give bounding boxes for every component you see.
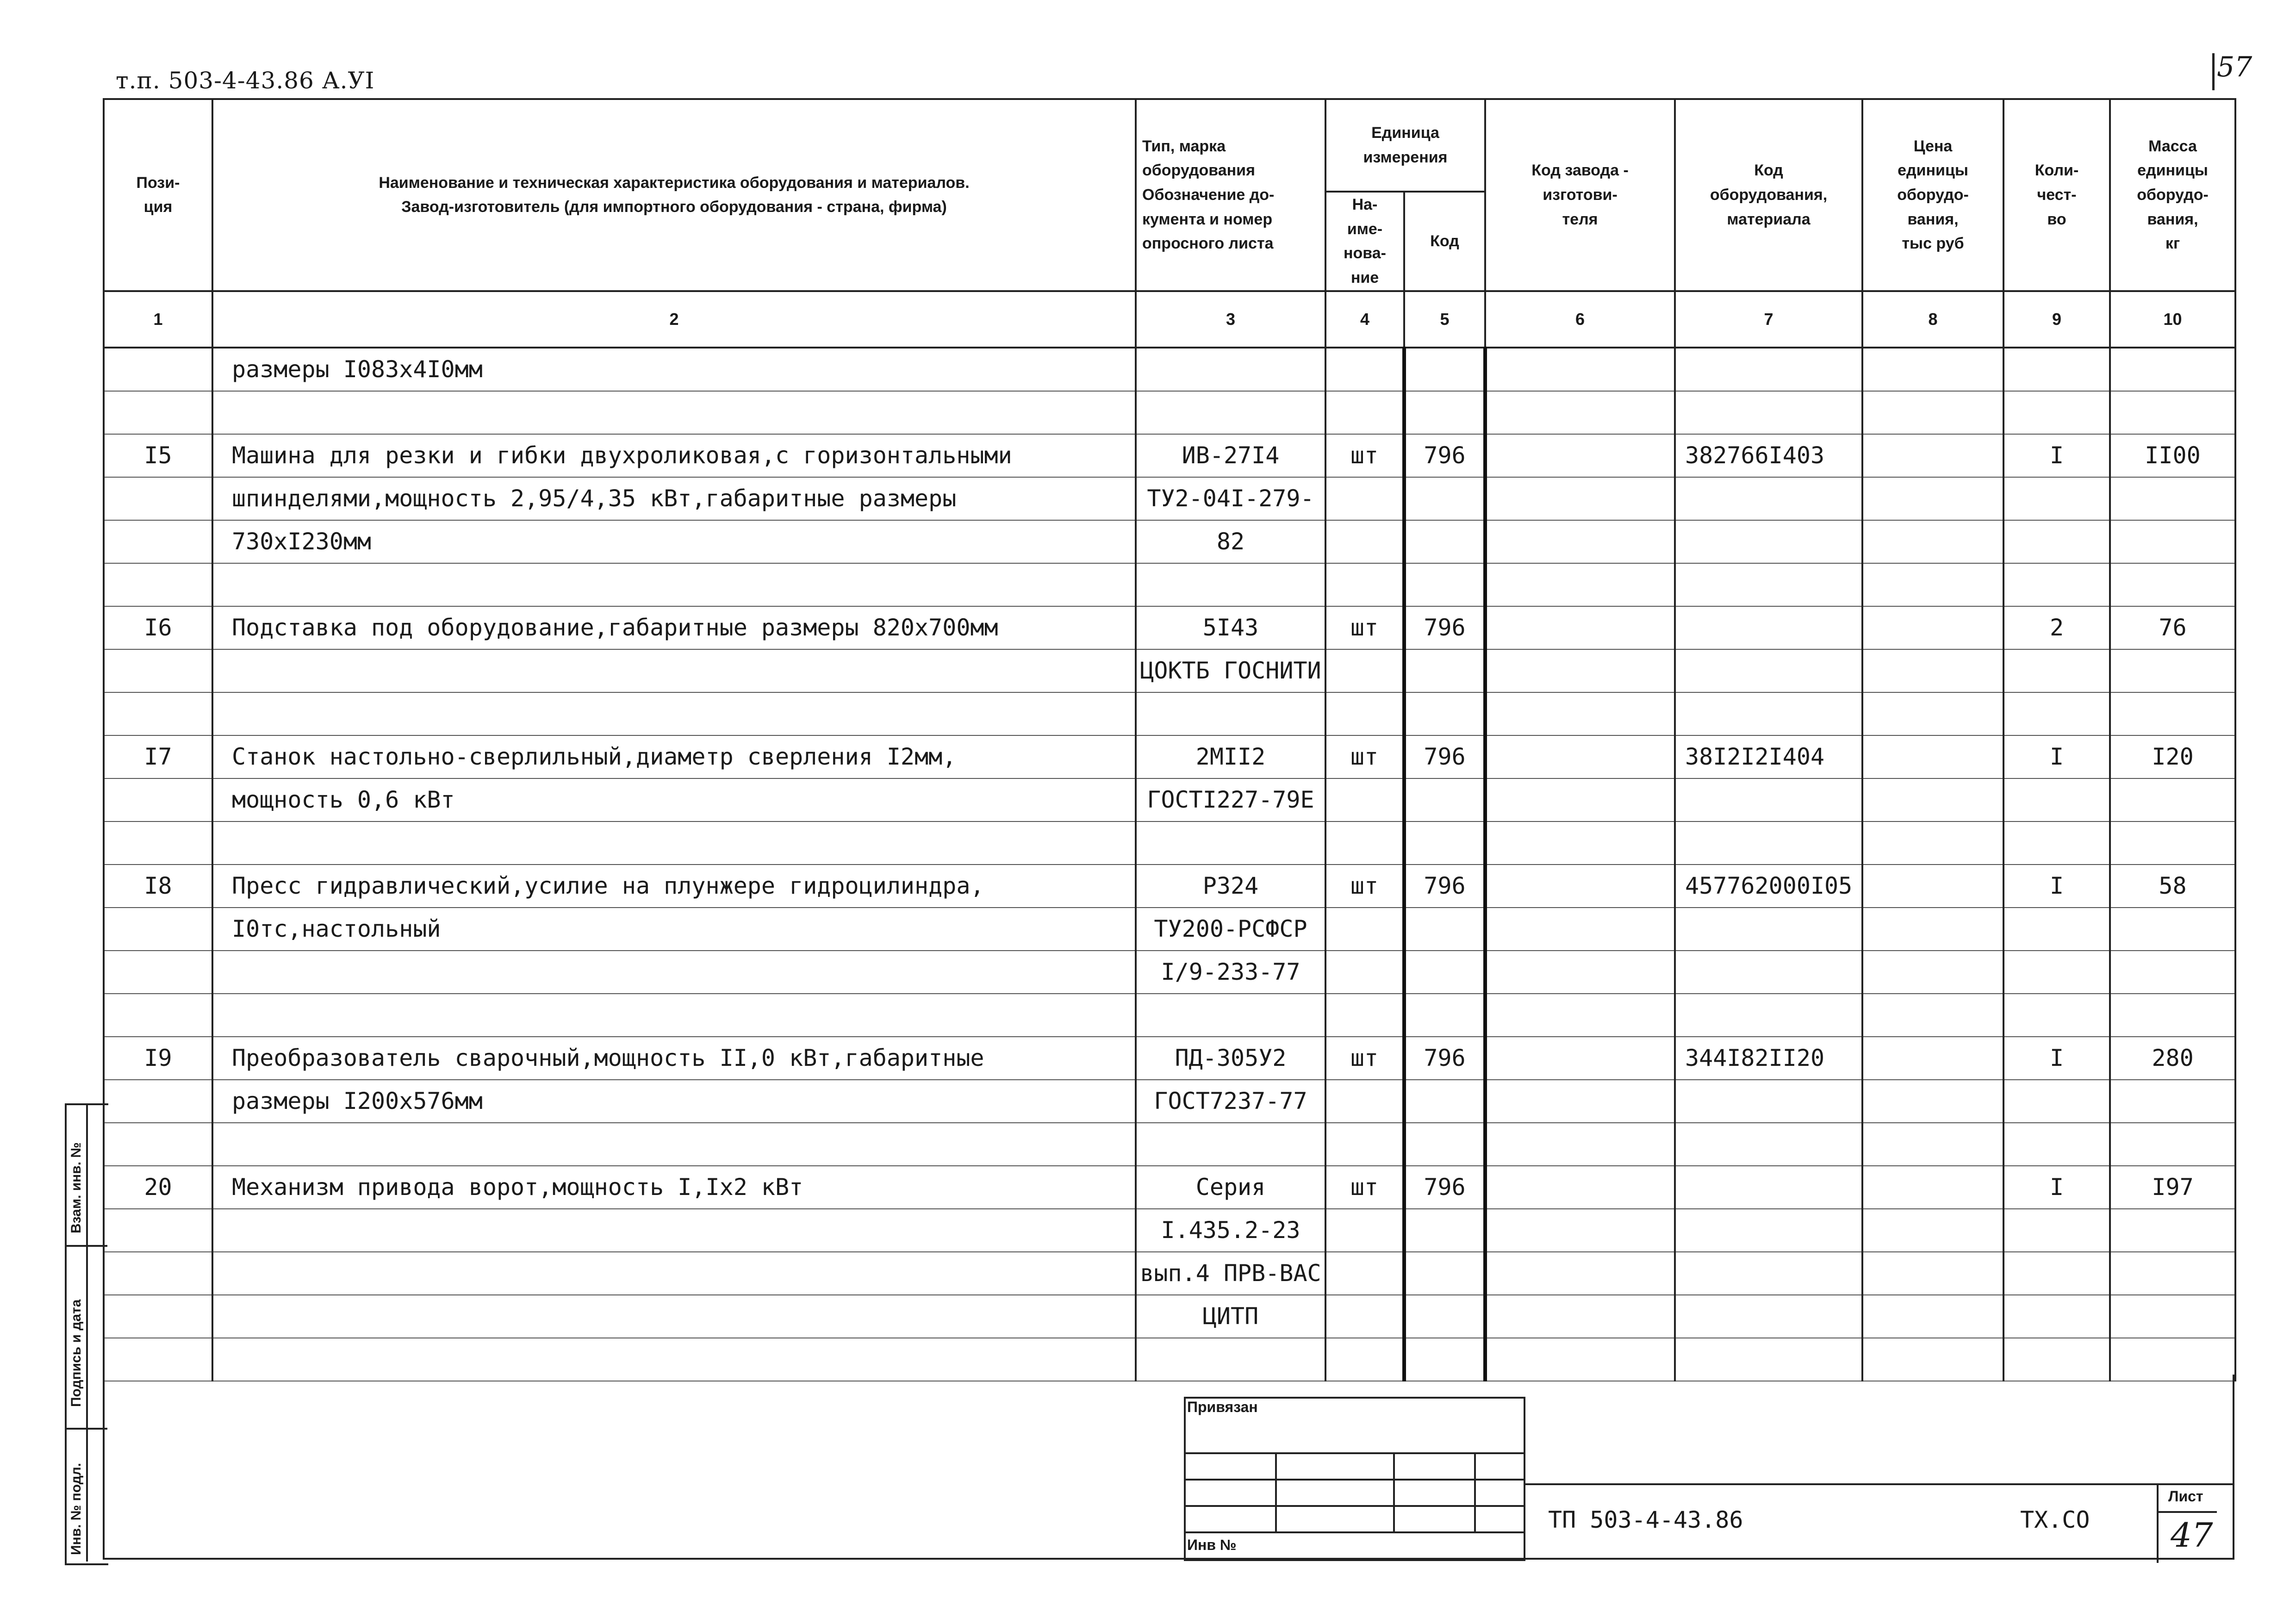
row-quantity	[2004, 1295, 2110, 1338]
table-row	[104, 1037, 2235, 1080]
row-name: 730хI230мм	[212, 520, 1136, 563]
table-row	[104, 348, 2235, 391]
row-unit-name	[1325, 1295, 1404, 1338]
row-type: I/9-233-77	[1136, 951, 1325, 994]
sheet-label: Лист	[2168, 1488, 2203, 1505]
row-position	[104, 692, 212, 735]
row-factory-code	[1485, 1080, 1675, 1123]
row-factory-code	[1485, 1252, 1675, 1295]
row-unit-name	[1325, 692, 1404, 735]
table-row	[104, 563, 2235, 606]
row-unit-code	[1404, 477, 1485, 520]
row-price	[1862, 348, 2004, 391]
column-number: 4	[1325, 291, 1404, 348]
col-header-mass: Масса единицы оборудо- вания, кг	[2110, 99, 2235, 291]
row-type: ТУ2-04I-279-	[1136, 477, 1325, 520]
row-quantity	[2004, 348, 2110, 391]
row-equipment-code	[1675, 1252, 1862, 1295]
row-type: 82	[1136, 520, 1325, 563]
row-unit-code: 796	[1404, 1166, 1485, 1209]
table-row	[104, 649, 2235, 692]
row-name	[212, 692, 1136, 735]
row-position: I5	[104, 434, 212, 477]
row-unit-name	[1325, 951, 1404, 994]
col-header-type: Тип, марка оборудования Обозначение до- кумента и номер опросного листа	[1136, 99, 1325, 291]
row-name	[212, 649, 1136, 692]
row-factory-code	[1485, 778, 1675, 821]
col-header-position: Пози- ция	[104, 99, 212, 291]
row-position	[104, 520, 212, 563]
row-quantity	[2004, 520, 2110, 563]
row-mass	[2110, 520, 2235, 563]
row-name	[212, 951, 1136, 994]
row-mass	[2110, 994, 2235, 1037]
row-name: Подставка под оборудование,габаритные размеры 820х700мм	[212, 606, 1136, 649]
row-quantity	[2004, 951, 2110, 994]
table-row	[104, 735, 2235, 778]
row-factory-code	[1485, 1166, 1675, 1209]
row-price	[1862, 1037, 2004, 1080]
row-unit-code	[1404, 563, 1485, 606]
row-factory-code	[1485, 908, 1675, 951]
table-row	[104, 994, 2235, 1037]
title-section-code: ТХ.СО	[2020, 1506, 2090, 1533]
row-quantity	[2004, 778, 2110, 821]
row-unit-name	[1325, 1123, 1404, 1166]
row-type: Р324	[1136, 865, 1325, 908]
table-row	[104, 391, 2235, 434]
row-name: Станок настольно-сверлильный,диаметр сверления I2мм,	[212, 735, 1136, 778]
row-factory-code	[1485, 1209, 1675, 1252]
row-mass: I20	[2110, 735, 2235, 778]
column-number-row	[104, 291, 2235, 348]
table-row	[104, 606, 2235, 649]
row-unit-code	[1404, 821, 1485, 865]
row-quantity	[2004, 821, 2110, 865]
row-unit-name	[1325, 391, 1404, 434]
table-row	[104, 434, 2235, 477]
col-header-unit-name: На- име- нова- ние	[1325, 192, 1404, 291]
row-price	[1862, 821, 2004, 865]
row-quantity	[2004, 1080, 2110, 1123]
row-unit-name: шт	[1325, 1037, 1404, 1080]
row-unit-code	[1404, 908, 1485, 951]
row-quantity: I	[2004, 434, 2110, 477]
row-factory-code	[1485, 649, 1675, 692]
row-equipment-code	[1675, 1080, 1862, 1123]
row-factory-code	[1485, 735, 1675, 778]
table-row	[104, 778, 2235, 821]
row-factory-code	[1485, 348, 1675, 391]
row-equipment-code: 344I82II20	[1675, 1037, 1862, 1080]
row-position: I9	[104, 1037, 212, 1080]
row-position	[104, 649, 212, 692]
row-mass: I97	[2110, 1166, 2235, 1209]
row-mass	[2110, 951, 2235, 994]
stamp-line	[1393, 1452, 1395, 1531]
row-type	[1136, 391, 1325, 434]
table-row	[104, 1295, 2235, 1338]
title-block-line	[1525, 1483, 2234, 1485]
column-number: 5	[1404, 291, 1485, 348]
row-factory-code	[1485, 821, 1675, 865]
row-factory-code	[1485, 1295, 1675, 1338]
row-factory-code	[1485, 692, 1675, 735]
row-unit-name: шт	[1325, 865, 1404, 908]
strip-label-inv-replace: Взам. инв. №	[68, 1142, 84, 1233]
row-mass	[2110, 1295, 2235, 1338]
row-factory-code	[1485, 434, 1675, 477]
row-unit-name: шт	[1325, 1166, 1404, 1209]
row-quantity	[2004, 477, 2110, 520]
row-unit-code: 796	[1404, 735, 1485, 778]
row-mass	[2110, 692, 2235, 735]
row-price	[1862, 778, 2004, 821]
column-number: 10	[2110, 291, 2235, 348]
row-quantity	[2004, 1252, 2110, 1295]
row-unit-code: 796	[1404, 434, 1485, 477]
row-unit-code	[1404, 1123, 1485, 1166]
row-equipment-code	[1675, 994, 1862, 1037]
row-name: I0тс,настольный	[212, 908, 1136, 951]
row-unit-name	[1325, 1080, 1404, 1123]
row-position	[104, 1209, 212, 1252]
row-equipment-code	[1675, 1209, 1862, 1252]
row-factory-code	[1485, 477, 1675, 520]
row-mass: 280	[2110, 1037, 2235, 1080]
row-type: ЦИТП	[1136, 1295, 1325, 1338]
row-name: мощность 0,6 кВт	[212, 778, 1136, 821]
row-unit-code	[1404, 348, 1485, 391]
document-code-header: т.п. 503-4-43.86 А.УI	[116, 67, 375, 94]
row-factory-code	[1485, 391, 1675, 434]
row-name: Пресс гидравлический,усилие на плунжере гидроцилиндра,	[212, 865, 1136, 908]
row-name	[212, 1209, 1136, 1252]
row-quantity: 2	[2004, 606, 2110, 649]
row-mass	[2110, 649, 2235, 692]
row-unit-code	[1404, 649, 1485, 692]
row-mass	[2110, 821, 2235, 865]
col-header-equipment-code: Код оборудования, материала	[1675, 99, 1862, 291]
row-type: ГОСТ7237-77	[1136, 1080, 1325, 1123]
row-unit-name: шт	[1325, 434, 1404, 477]
row-name: Машина для резки и гибки двухроликовая,с горизонтальными	[212, 434, 1136, 477]
column-number: 2	[212, 291, 1136, 348]
row-type: ТУ200-РСФСР	[1136, 908, 1325, 951]
row-unit-code	[1404, 1295, 1485, 1338]
row-position	[104, 477, 212, 520]
table-row	[104, 908, 2235, 951]
table-row	[104, 1252, 2235, 1295]
stamp-line	[1184, 1531, 1525, 1533]
row-factory-code	[1485, 994, 1675, 1037]
row-type	[1136, 348, 1325, 391]
row-mass	[2110, 908, 2235, 951]
row-quantity	[2004, 391, 2110, 434]
col-header-factory-code: Код завода - изготови- теля	[1485, 99, 1675, 291]
row-type	[1136, 821, 1325, 865]
row-unit-name	[1325, 821, 1404, 865]
col-header-unit-code: Код	[1404, 192, 1485, 291]
row-unit-name	[1325, 778, 1404, 821]
row-equipment-code: 457762000I05	[1675, 865, 1862, 908]
column-number: 6	[1485, 291, 1675, 348]
stamp-inv-label: Инв №	[1187, 1537, 1237, 1553]
row-equipment-code	[1675, 348, 1862, 391]
row-position	[104, 1252, 212, 1295]
row-unit-name	[1325, 520, 1404, 563]
strip-separator	[65, 1245, 107, 1247]
row-unit-name	[1325, 649, 1404, 692]
row-name	[212, 1295, 1136, 1338]
row-name	[212, 1252, 1136, 1295]
row-quantity	[2004, 692, 2110, 735]
row-quantity	[2004, 563, 2110, 606]
stamp-bound-label: Привязан	[1187, 1399, 1258, 1415]
row-equipment-code	[1675, 1123, 1862, 1166]
row-unit-code: 796	[1404, 865, 1485, 908]
table-row	[104, 1123, 2235, 1166]
row-position	[104, 908, 212, 951]
row-unit-code	[1404, 391, 1485, 434]
row-price	[1862, 692, 2004, 735]
row-unit-name	[1325, 908, 1404, 951]
row-type	[1136, 994, 1325, 1037]
row-equipment-code	[1675, 1295, 1862, 1338]
row-mass	[2110, 1080, 2235, 1123]
table-row	[104, 520, 2235, 563]
row-position	[104, 348, 212, 391]
row-quantity: I	[2004, 735, 2110, 778]
row-equipment-code	[1675, 391, 1862, 434]
row-quantity: I	[2004, 1166, 2110, 1209]
row-type: Серия	[1136, 1166, 1325, 1209]
row-quantity	[2004, 1123, 2110, 1166]
row-price	[1862, 908, 2004, 951]
row-equipment-code	[1675, 520, 1862, 563]
row-position	[104, 563, 212, 606]
row-price	[1862, 865, 2004, 908]
strip-label-sign-date: Подпись и дата	[68, 1299, 84, 1407]
row-unit-name	[1325, 563, 1404, 606]
row-position	[104, 821, 212, 865]
row-price	[1862, 649, 2004, 692]
column-number: 8	[1862, 291, 2004, 348]
row-position	[104, 951, 212, 994]
row-price	[1862, 735, 2004, 778]
row-price	[1862, 1295, 2004, 1338]
row-name	[212, 563, 1136, 606]
table-row	[104, 951, 2235, 994]
row-equipment-code	[1675, 951, 1862, 994]
row-unit-name	[1325, 994, 1404, 1037]
strip-separator	[65, 1428, 107, 1430]
row-position	[104, 994, 212, 1037]
row-mass	[2110, 348, 2235, 391]
row-unit-code	[1404, 1080, 1485, 1123]
row-name	[212, 821, 1136, 865]
row-factory-code	[1485, 606, 1675, 649]
bottom-frame	[103, 1375, 2234, 1560]
row-name: Механизм привода ворот,мощность I,Iх2 кВт	[212, 1166, 1136, 1209]
row-type	[1136, 692, 1325, 735]
table-row	[104, 477, 2235, 520]
page-number: 57	[2217, 51, 2252, 83]
row-position: I6	[104, 606, 212, 649]
row-unit-code	[1404, 1252, 1485, 1295]
row-price	[1862, 1252, 2004, 1295]
row-type	[1136, 563, 1325, 606]
row-type: ГОСТI227-79Е	[1136, 778, 1325, 821]
row-unit-name	[1325, 477, 1404, 520]
row-factory-code	[1485, 520, 1675, 563]
row-mass	[2110, 477, 2235, 520]
row-price	[1862, 477, 2004, 520]
row-type: ПД-305У2	[1136, 1037, 1325, 1080]
strip-divider	[86, 1103, 88, 1562]
equipment-spec-table	[103, 98, 2236, 1381]
row-mass: 58	[2110, 865, 2235, 908]
row-equipment-code	[1675, 821, 1862, 865]
sheet-box-line	[2157, 1511, 2217, 1513]
strip-label-inv-orig: Инв. № подл.	[68, 1462, 84, 1555]
sheet-number: 47	[2171, 1516, 2213, 1555]
row-name	[212, 391, 1136, 434]
row-price	[1862, 606, 2004, 649]
row-unit-code	[1404, 520, 1485, 563]
row-mass	[2110, 1123, 2235, 1166]
row-equipment-code	[1675, 477, 1862, 520]
row-quantity	[2004, 994, 2110, 1037]
row-quantity	[2004, 649, 2110, 692]
column-number: 9	[2004, 291, 2110, 348]
row-factory-code	[1485, 865, 1675, 908]
row-unit-name	[1325, 1252, 1404, 1295]
row-type: I.435.2-23	[1136, 1209, 1325, 1252]
row-name: шпинделями,мощность 2,95/4,35 кВт,габаритные размеры	[212, 477, 1136, 520]
row-position: I7	[104, 735, 212, 778]
row-price	[1862, 951, 2004, 994]
column-number: 1	[104, 291, 212, 348]
title-project-code: ТП 503-4-43.86	[1548, 1506, 1743, 1533]
row-price	[1862, 1123, 2004, 1166]
row-factory-code	[1485, 951, 1675, 994]
row-unit-code	[1404, 778, 1485, 821]
row-quantity: I	[2004, 865, 2110, 908]
row-type	[1136, 1123, 1325, 1166]
row-unit-code	[1404, 994, 1485, 1037]
table-row	[104, 1209, 2235, 1252]
row-unit-code: 796	[1404, 606, 1485, 649]
row-quantity	[2004, 908, 2110, 951]
row-equipment-code	[1675, 692, 1862, 735]
row-factory-code	[1485, 1123, 1675, 1166]
row-position	[104, 1123, 212, 1166]
row-equipment-code: 382766I403	[1675, 434, 1862, 477]
row-position	[104, 391, 212, 434]
row-type: ЦОКТБ ГОСНИТИ	[1136, 649, 1325, 692]
row-price	[1862, 520, 2004, 563]
row-equipment-code	[1675, 908, 1862, 951]
row-factory-code	[1485, 1037, 1675, 1080]
row-unit-name: шт	[1325, 606, 1404, 649]
row-type: вып.4 ПРВ-ВАС	[1136, 1252, 1325, 1295]
row-quantity	[2004, 1209, 2110, 1252]
row-position: 20	[104, 1166, 212, 1209]
row-type: ИВ-27I4	[1136, 434, 1325, 477]
row-position	[104, 1295, 212, 1338]
table-row	[104, 1080, 2235, 1123]
row-price	[1862, 1080, 2004, 1123]
row-type: 5I43	[1136, 606, 1325, 649]
row-equipment-code	[1675, 778, 1862, 821]
row-unit-name: шт	[1325, 735, 1404, 778]
row-position: I8	[104, 865, 212, 908]
row-quantity: I	[2004, 1037, 2110, 1080]
row-name: Преобразователь сварочный,мощность II,0 кВт,габаритные	[212, 1037, 1136, 1080]
row-mass	[2110, 391, 2235, 434]
row-equipment-code	[1675, 606, 1862, 649]
row-name: размеры I083х4I0мм	[212, 348, 1136, 391]
row-position	[104, 1080, 212, 1123]
row-unit-code	[1404, 1209, 1485, 1252]
row-equipment-code: 38I2I2I404	[1675, 735, 1862, 778]
row-price	[1862, 994, 2004, 1037]
row-equipment-code	[1675, 1166, 1862, 1209]
column-number: 7	[1675, 291, 1862, 348]
row-unit-code	[1404, 692, 1485, 735]
row-unit-code	[1404, 951, 1485, 994]
table-row	[104, 692, 2235, 735]
row-equipment-code	[1675, 649, 1862, 692]
row-mass	[2110, 1252, 2235, 1295]
page-number-bar	[2212, 53, 2215, 90]
row-mass	[2110, 1209, 2235, 1252]
row-unit-name	[1325, 1209, 1404, 1252]
stamp-line	[1275, 1452, 1277, 1531]
row-mass: 76	[2110, 606, 2235, 649]
row-position	[104, 778, 212, 821]
table-row	[104, 865, 2235, 908]
row-price	[1862, 563, 2004, 606]
col-header-price: Цена единицы оборудо- вания, тыс руб	[1862, 99, 2004, 291]
row-name: размеры I200х576мм	[212, 1080, 1136, 1123]
row-price	[1862, 1209, 2004, 1252]
row-name	[212, 994, 1136, 1037]
col-header-quantity: Коли- чест- во	[2004, 99, 2110, 291]
row-factory-code	[1485, 563, 1675, 606]
row-price	[1862, 434, 2004, 477]
row-mass	[2110, 778, 2235, 821]
row-mass	[2110, 563, 2235, 606]
table-row	[104, 1166, 2235, 1209]
row-mass: II00	[2110, 434, 2235, 477]
stamp-line	[1474, 1452, 1476, 1531]
col-header-name: Наименование и техническая характеристика оборудования и материалов. Завод-изготовитель (для импортного оборудования - страна, фирма)	[212, 99, 1136, 291]
table-row	[104, 821, 2235, 865]
row-unit-name	[1325, 348, 1404, 391]
col-header-unit: Единица измерения	[1325, 99, 1485, 192]
column-number: 3	[1136, 291, 1325, 348]
row-price	[1862, 1166, 2004, 1209]
row-price	[1862, 391, 2004, 434]
row-name	[212, 1123, 1136, 1166]
row-type: 2МII2	[1136, 735, 1325, 778]
row-equipment-code	[1675, 563, 1862, 606]
row-unit-code: 796	[1404, 1037, 1485, 1080]
